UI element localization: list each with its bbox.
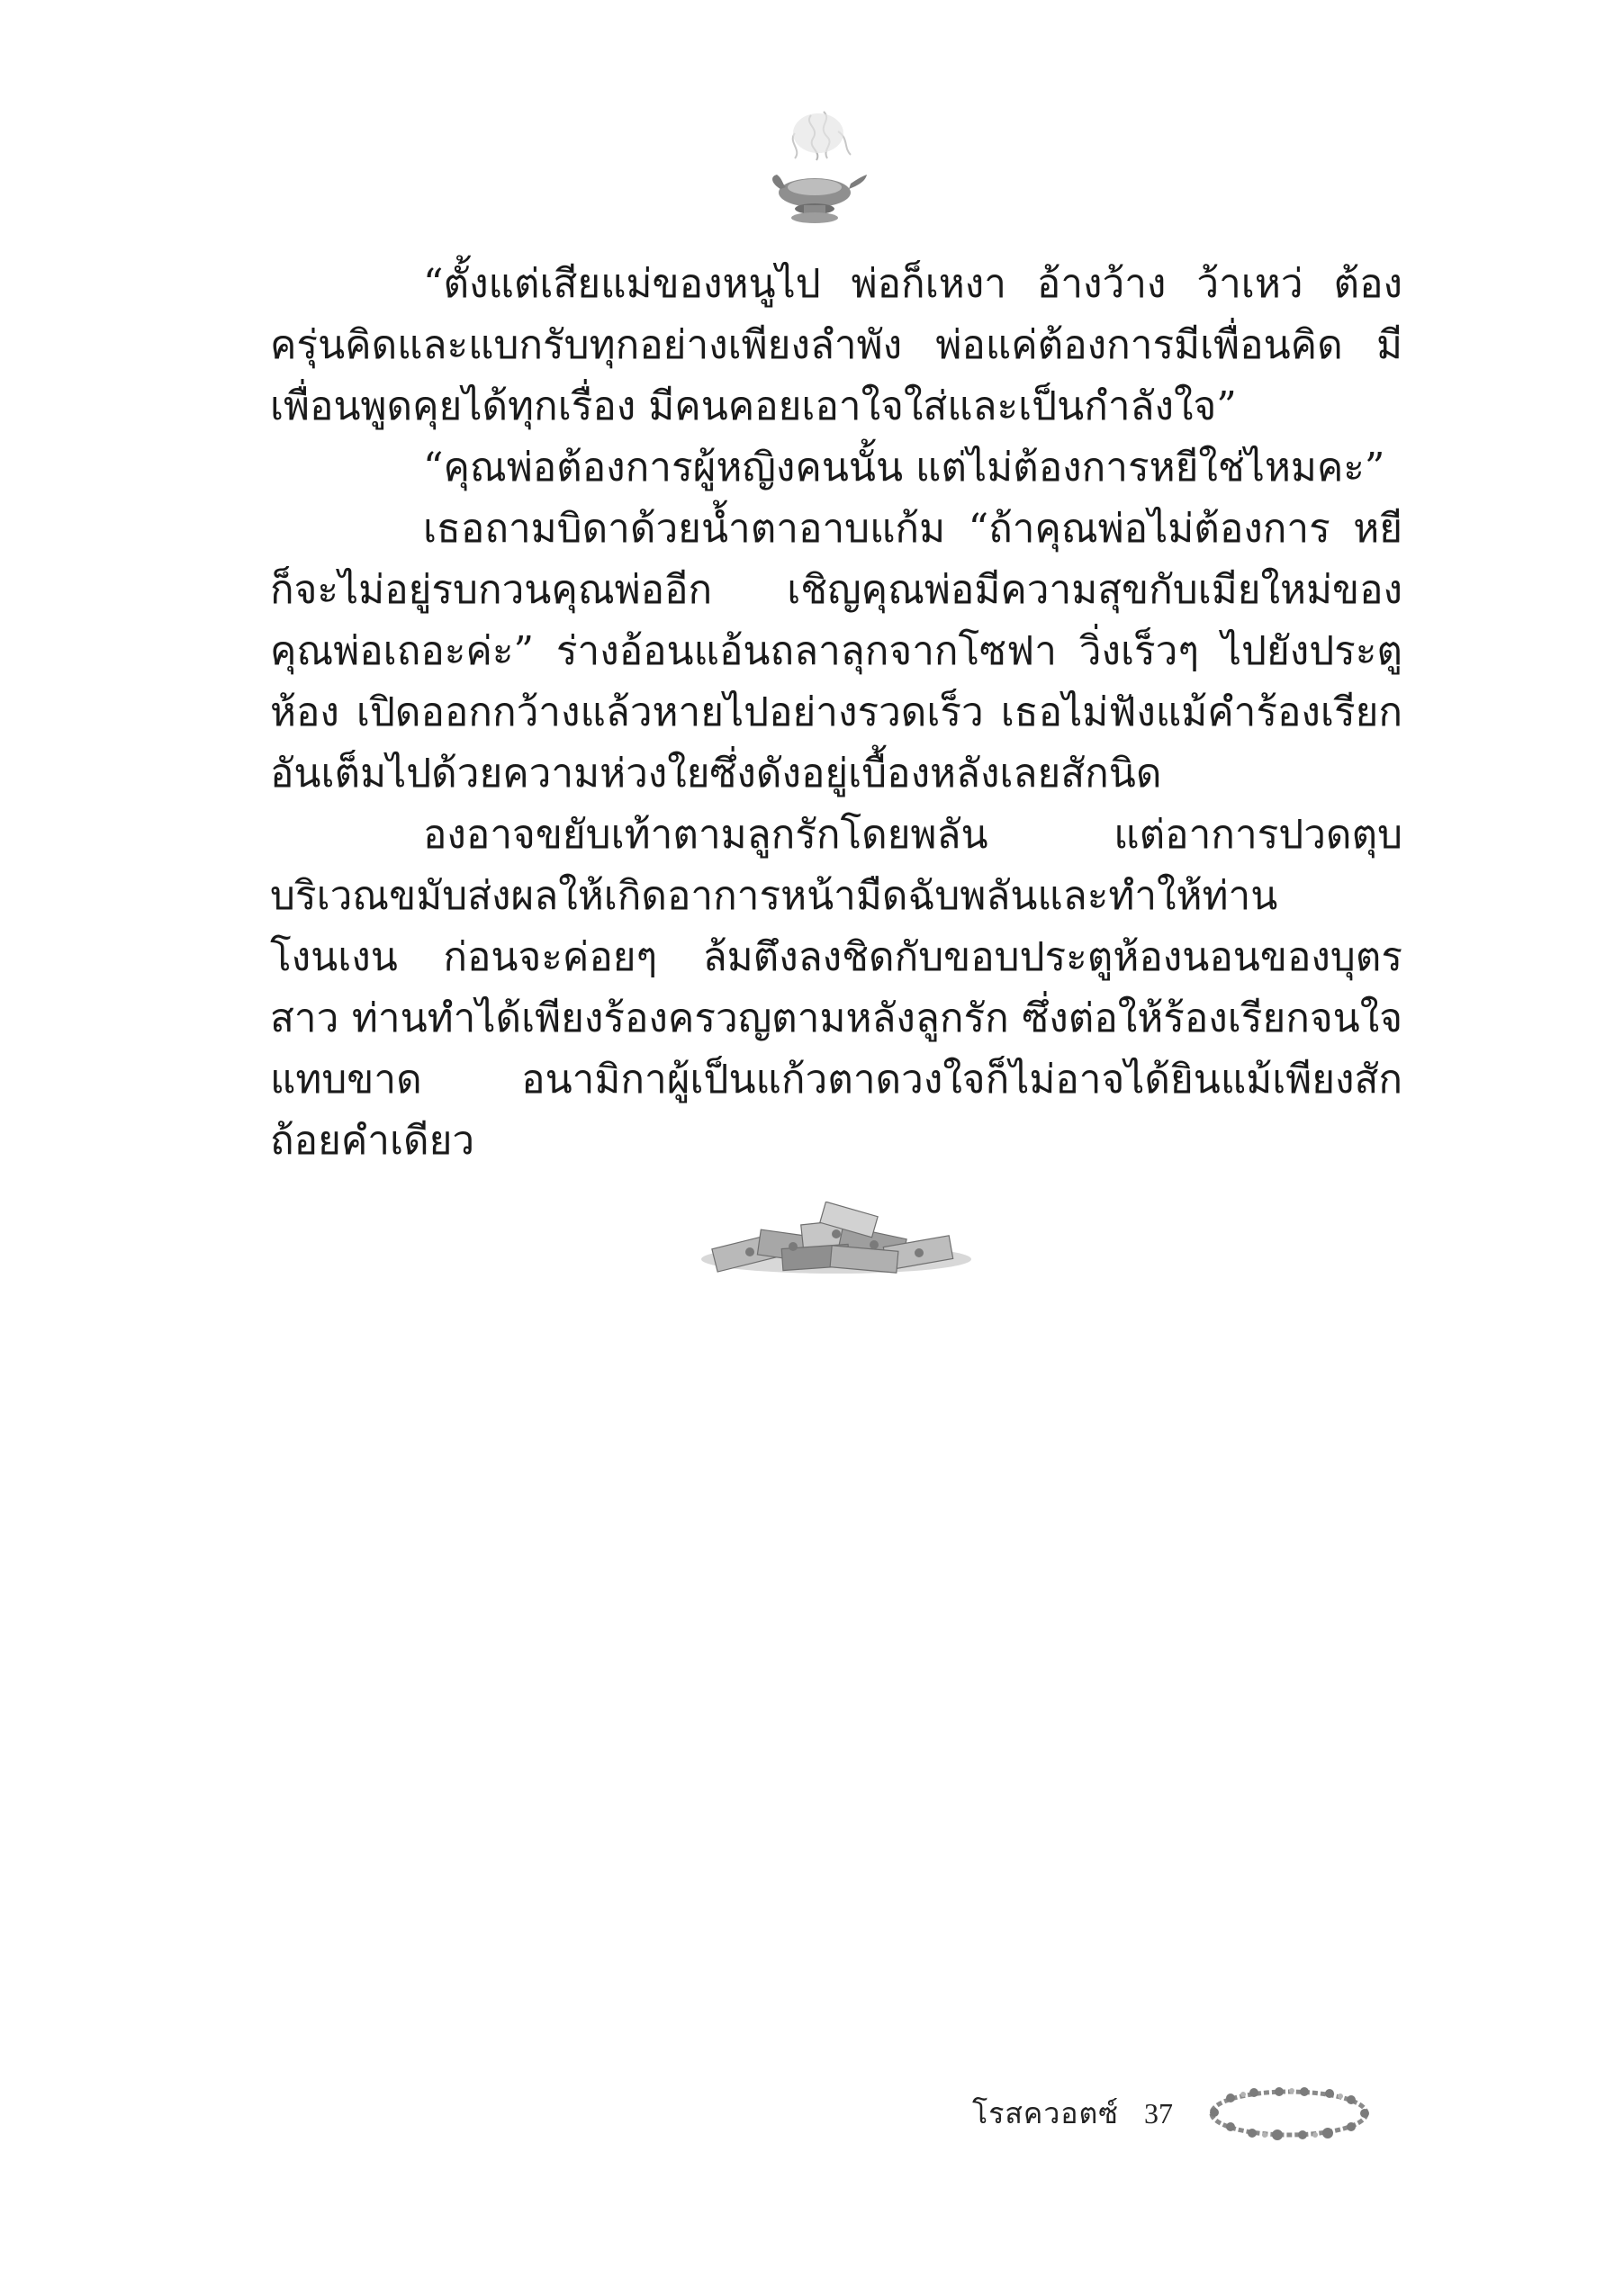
page-footer bbox=[972, 2077, 1375, 2149]
page-number: 37 bbox=[1144, 2096, 1173, 2129]
paragraph: “ตั้งแต่เสียแม่ของหนูไป พ่อก็เหงา อ้างว้าง ว้าเหว่ ต้องครุ่นคิดและแบกรับทุกอย่างเพียงลำพัง พ่อแค่ต้องการมีเพื่อนคิด มีเพื่อนพูดคุยได้ทุกเรื่อง มีคนคอยเอาใจใส่และเป็นกำลังใจ” bbox=[270, 261, 1402, 429]
story-text bbox=[270, 254, 1402, 1172]
paragraph: เธอถามบิดาด้วยน้ำตาอาบแก้ม “ถ้าคุณพ่อไม่ต้องการ หยีก็จะไม่อยู่รบกวนคุณพ่ออีก เชิญคุณพ่อมีความสุขกับเมียใหม่ของคุณพ่อเถอะค่ะ” ร่างอ้อนแอ้นถลาลุกจากโซฟา วิ่งเร็วๆ ไปยังประตูห้อง เปิดออกกว้างแล้วหายไปอย่างรวดเร็ว เธอไม่ฟังแม้คำร้องเรียกอันเต็มไปด้วยความห่วงใยซึ่งดังอยู่เบื้องหลังเลยสักนิด bbox=[270, 506, 1402, 797]
bracelet-icon bbox=[1204, 2082, 1375, 2145]
paragraph: องอาจขยับเท้าตามลูกรักโดยพลัน แต่อาการปวดตุบบริเวณขมับส่งผลให้เกิดอาการหน้ามืดฉับพลันและทำให้ท่านโงนเงน ก่อนจะค่อยๆ ล้มตึงลงชิดกับขอบประตูห้องนอนของบุตรสาว ท่านทำได้เพียงร้องครวญตามหลังลูกรัก ซึ่งต่อให้ร้องเรียกจนใจแทบขาด อนามิกาผู้เป็นแก้วตาดวงใจก็ไม่อาจได้ยินแม้เพียงสักถ้อยคำเดียว bbox=[270, 812, 1402, 1164]
book-title: โรสควอตซ์ bbox=[972, 2095, 1119, 2130]
magic-lamp-icon bbox=[768, 106, 869, 232]
paragraph: “คุณพ่อต้องการผู้หญิงคนนั้น แต่ไม่ต้องการหยีใช่ไหมคะ” bbox=[423, 445, 1385, 491]
money-pile-icon bbox=[696, 1202, 977, 1278]
